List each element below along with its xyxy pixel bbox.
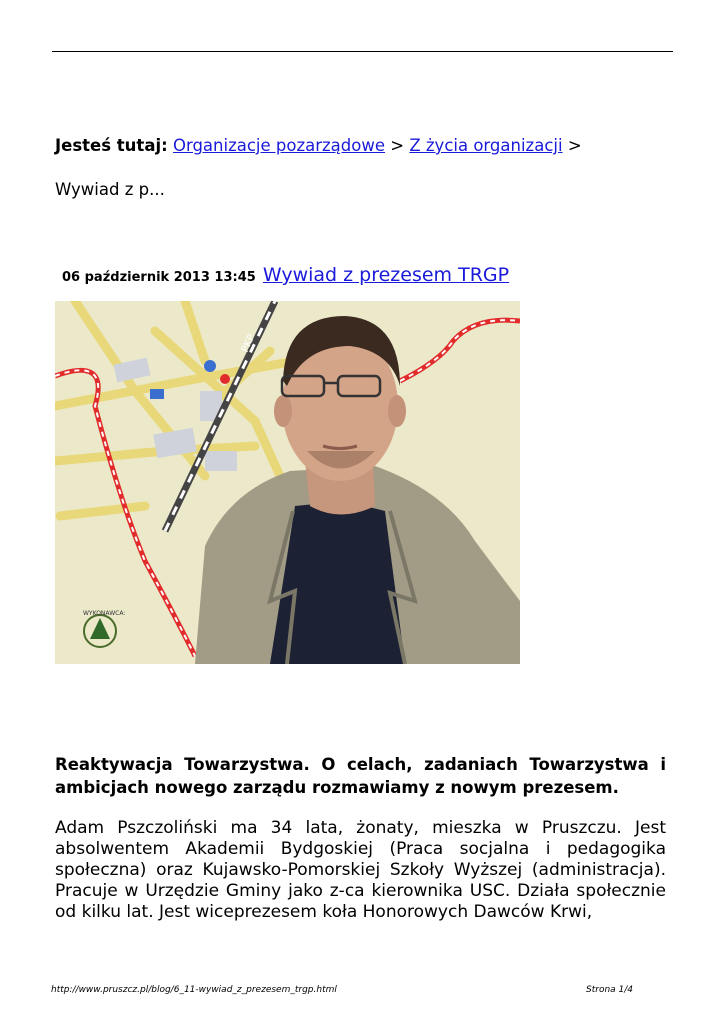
article-photo	[55, 301, 520, 664]
article-title-link[interactable]: Wywiad z prezesem TRGP	[262, 264, 510, 286]
map-credit: WYKONAWCA:	[83, 610, 126, 617]
breadcrumb-label: Jesteś tutaj:	[55, 136, 168, 155]
breadcrumb-separator: >	[390, 136, 405, 155]
footer-page-number: Strona 1/4	[586, 985, 634, 995]
article-lead: Reaktywacja Towarzystwa. O celach, zadaniach Towarzystwa i ambicjach nowego zarządu rozmawiamy z nowym prezesem.	[55, 755, 666, 797]
breadcrumb	[55, 136, 582, 155]
article-body: Adam Pszczoliński ma 34 lata, żonaty, mieszka w Pruszczu. Jest absolwentem Akademii Bydgoskiej (Praca socjalna i pedagogika społeczna) oraz Kujawsko-Pomorskiej Szkoły Wyższej (administracja). Pracuje w Urzędzie Gminy jako z-ca kierownika USC. Działa społecznie od kilku lat. Jest wiceprezesem koła Honorowych Dawców Krwi,	[55, 818, 666, 922]
breadcrumb-separator: >	[567, 136, 582, 155]
portrait-photo	[55, 301, 520, 664]
article-date: 06 październik 2013 13:45	[62, 270, 256, 285]
breadcrumb-current: Wywiad z p...	[55, 180, 165, 199]
article-meta	[62, 264, 509, 286]
map-rail-label: PKP	[239, 332, 258, 355]
breadcrumb-link-z-zycia[interactable]: Z życia organizacji	[409, 136, 563, 155]
top-rule	[52, 51, 673, 52]
footer-url: http://www.pruszcz.pl/blog/6_11-wywiad_z_prezesem_trgp.html	[51, 985, 337, 995]
breadcrumb-link-organizacje[interactable]: Organizacje pozarządowe	[172, 136, 386, 155]
